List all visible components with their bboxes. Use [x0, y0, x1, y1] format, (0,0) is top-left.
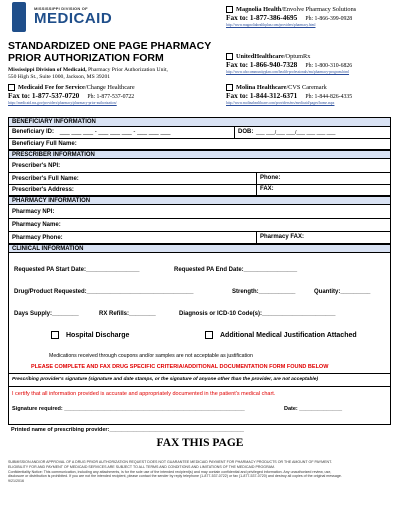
section-clinical: CLINICAL INFORMATION: [9, 244, 390, 253]
divider: [9, 373, 390, 374]
agency-name: Mississippi Division of Medicaid,: [8, 67, 87, 73]
pharmacy-name-row[interactable]: [9, 219, 390, 232]
pharmacy-phone-row[interactable]: [9, 232, 390, 244]
plan-pbm: /Change Healthcare: [84, 84, 135, 91]
footer-line: disclosure or distribution is prohibited. If you are not the intended recipient, please contact the sender by reply telephone (1-877-537-0722) or fax (1-877-537-0720) and destroy all copies of the original message.: [8, 474, 342, 479]
logo-subtitle: MISSISSIPPI DIVISION OF: [34, 6, 88, 11]
prescriber-npi-label: Prescriber's NPI:: [12, 163, 61, 169]
plan-fax: Fax to: 1-844-312-6371: [226, 91, 298, 100]
plan-pbm: /CVS Caremark: [286, 84, 327, 91]
plan-name: UnitedHealthcare: [236, 53, 284, 60]
prescriber-phone-label: Phone:: [260, 175, 281, 181]
plan-phone: Ph: 1-877-537-0722: [87, 94, 135, 100]
footer-line: Confidentiality Notice: This communication, including any attachments, is for the sole use of the intended recipient(s) and may contain confidential and privileged information. Any unauthorized review, use,: [8, 469, 332, 474]
plan-url-link[interactable]: https://medicaid.ms.gov/providers/pharmacy/pharmacy-prior-authorization/: [8, 101, 117, 105]
plan-checkbox[interactable]: [8, 84, 15, 91]
plan-magnolia: [226, 6, 356, 28]
plan-medicaid-ffs: [8, 84, 135, 106]
hospital-discharge-checkbox[interactable]: [51, 331, 59, 339]
plan-name: Medicaid Fee for Service: [18, 84, 85, 91]
prescriber-address-label: Prescriber's Address:: [12, 187, 74, 193]
section-prescriber: PRESCRIBER INFORMATION: [9, 150, 390, 159]
signature-instructions: Prescribing provider's signature (signature and date stamps, or the signature of anyone other than the provider, are not acceptable): [12, 377, 319, 382]
plan-molina: [226, 84, 352, 106]
divider: [9, 386, 390, 387]
section-beneficiary: BENEFICIARY INFORMATION: [9, 118, 390, 127]
footer-disclaimer: [8, 460, 392, 484]
dob-field[interactable]: ___ ___/___ ___/___ ___ ___ ___: [256, 130, 336, 136]
prescriber-name-row[interactable]: [9, 173, 390, 185]
plan-name: Magnolia Health: [236, 6, 282, 13]
plan-pbm: /Envolve Pharmacy Solutions: [281, 6, 357, 13]
dob-label: DOB:: [238, 129, 254, 135]
plan-phone: Ph: 1-866-399-0928: [305, 16, 353, 22]
signature-date-field[interactable]: Date: ______________: [284, 406, 343, 412]
prescriber-fax-label: FAX:: [260, 186, 274, 192]
pharmacy-npi-label: Pharmacy NPI:: [12, 209, 55, 215]
prescriber-npi-row[interactable]: [9, 159, 390, 173]
beneficiary-id-field[interactable]: ___ ___ ___ - ___ ___ ___ - ___ ___ ___: [59, 129, 171, 135]
plan-checkbox[interactable]: [226, 84, 233, 91]
divider: [256, 173, 257, 196]
pa-start-date-field[interactable]: Requested PA Start Date:________________: [14, 267, 140, 273]
divider: [256, 232, 257, 244]
pa-end-date-field[interactable]: Requested PA End Date:________________: [174, 267, 298, 273]
plan-url-link[interactable]: http://www.molinahealthcare.com/providers/ms/medicaid/pages/home.aspx: [226, 101, 335, 105]
plan-url-link[interactable]: http://www.magnoliahealthplan.com/providers/pharmacy.html: [226, 23, 316, 27]
additional-justification-label: Additional Medical Justification Attached: [220, 332, 357, 339]
beneficiary-id-label: Beneficiary ID:: [12, 129, 55, 135]
footer-line: 9/21/2016: [8, 479, 24, 484]
strength-field[interactable]: Strength:___________: [232, 289, 296, 295]
plan-fax: Fax to: 1-877-537-0720: [8, 91, 80, 100]
coupons-note: Medications received through coupons and/or samples are not acceptable as justification: [49, 353, 253, 359]
signature-required-field[interactable]: Signature required: ___________________________________________________________: [12, 406, 245, 412]
plan-pbm: /OptumRx: [283, 53, 311, 60]
form-title-line2: PRIOR AUTHORIZATION FORM: [8, 52, 164, 64]
pharmacy-name-label: Pharmacy Name:: [12, 222, 61, 228]
quantity-field[interactable]: Quantity:_________: [314, 289, 371, 295]
fax-this-page-heading: FAX THIS PAGE: [156, 437, 244, 449]
plan-phone: Ph: 1-800-310-6826: [305, 63, 353, 69]
agency-address: 550 High St., Suite 1000, Jackson, MS 39201: [8, 74, 111, 80]
pharmacy-npi-row[interactable]: [9, 205, 390, 219]
divider: [234, 127, 235, 139]
printed-name-field[interactable]: Printed name of prescribing provider:____________________________________________: [11, 427, 244, 433]
red-notice: PLEASE COMPLETE AND FAX DRUG SPECIFIC CRITERIA/ADDITIONAL DOCUMENTATION FORM FOUND BELOW: [31, 364, 329, 370]
footer-line: ELIGIBILITY FOR AND PAYMENT OF MEDICAID SERVICES ARE SUBJECT TO ALL TERMS AND CONDITIONS AND LIMITATIONS OF THE MEDICAID PROGRAM.: [8, 464, 276, 469]
diagnosis-field[interactable]: Diagnosis or ICD-10 Code(s):______________________: [179, 311, 336, 317]
drug-requested-field[interactable]: Drug/Product Requested:________________________________: [14, 289, 194, 295]
pharmacy-phone-label: Pharmacy Phone:: [12, 235, 63, 241]
days-supply-field[interactable]: Days Supply:________: [14, 311, 79, 317]
additional-justification-checkbox[interactable]: [205, 331, 213, 339]
section-pharmacy: PHARMACY INFORMATION: [9, 196, 390, 205]
certify-statement: I certify that all information provided is accurate and appropriately documented in the patient's medical chart.: [12, 391, 276, 397]
agency-unit: Pharmacy Prior Authorization Unit,: [86, 67, 168, 73]
plan-phone: Ph: 1-844-826-4335: [305, 94, 353, 100]
pharmacy-fax-label: Pharmacy FAX:: [260, 234, 305, 240]
plan-fax: Fax to: 1-866-940-7328: [226, 60, 298, 69]
plan-checkbox[interactable]: [226, 6, 233, 13]
beneficiary-name-label: Beneficiary Full Name:: [12, 141, 77, 147]
plan-checkbox[interactable]: [226, 53, 233, 60]
footer-line: SUBMISSION AND/OR APPROVAL OF A DRUG PRIOR AUTHORIZATION REQUEST DOES NOT GUARANTEE MEDICAID PAYMENT FOR PHARMACY PRODUCTS OR THE AMOUNT OF PAYMENT.: [8, 460, 332, 464]
prescriber-address-row[interactable]: [9, 185, 390, 196]
form-title-line1: STANDARDIZED ONE PAGE PHARMACY: [8, 40, 212, 52]
logo-title: MEDICAID: [34, 10, 113, 27]
prior-auth-form: [8, 117, 391, 425]
plan-url-link[interactable]: http://www.uhccommunityplan.com/health-professionals/ms/pharmacy-program.html: [226, 70, 350, 74]
medicaid-logo-icon: [12, 2, 26, 32]
plan-name: Molina Healthcare: [236, 84, 287, 91]
agency-address-block: [8, 67, 218, 81]
hospital-discharge-label: Hospital Discharge: [66, 332, 130, 339]
plan-fax: Fax to: 1-877-386-4695: [226, 13, 298, 22]
beneficiary-name-row[interactable]: [9, 139, 390, 150]
form-title: [8, 40, 218, 64]
plan-unitedhealthcare: [226, 53, 352, 75]
prescriber-name-label: Prescriber's Full Name:: [12, 176, 79, 182]
rx-refills-field[interactable]: RX Refills:________: [99, 311, 156, 317]
